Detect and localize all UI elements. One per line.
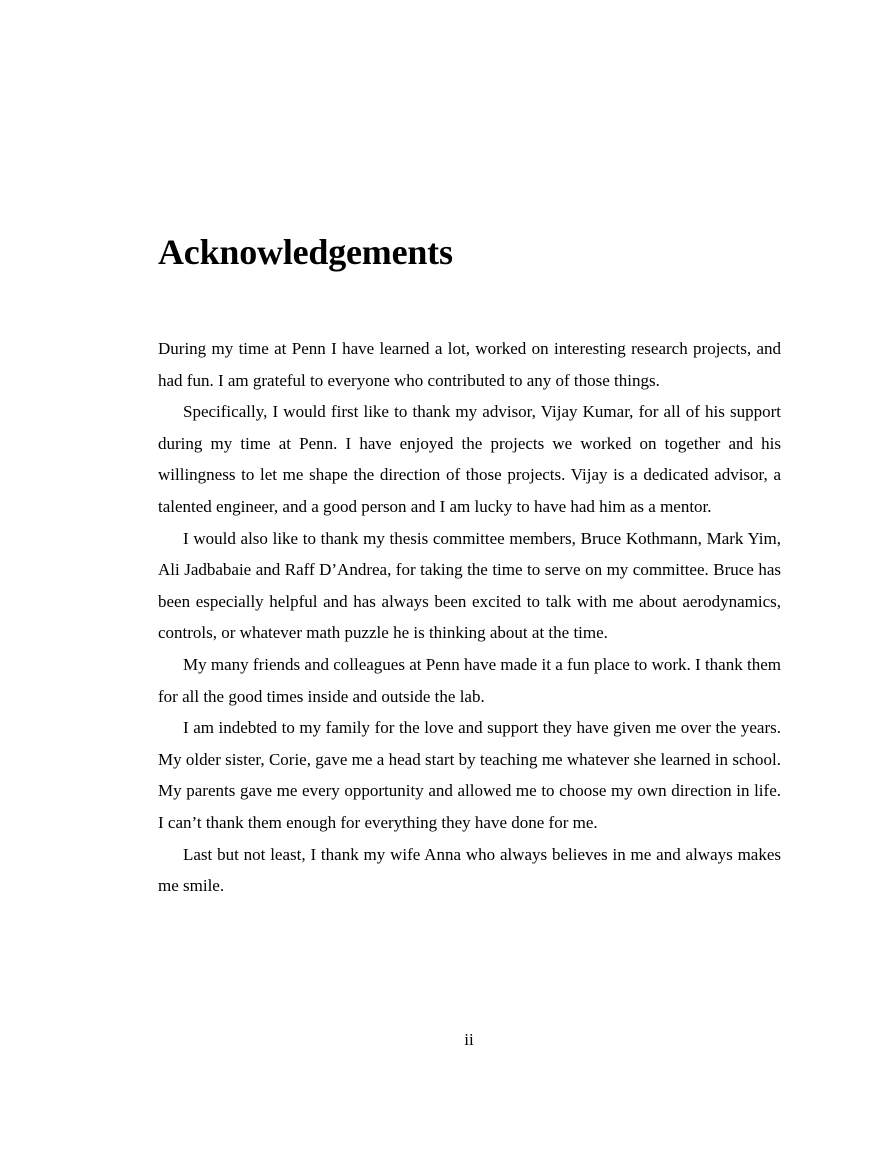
paragraph-intro: During my time at Penn I have learned a lot, worked on interesting research projects, and had fun. I am grateful to everyone who contributed to any of those things. — [158, 339, 781, 390]
paragraph-wife: Last but not least, I thank my wife Anna who always believes in me and always makes me smile. — [158, 844, 781, 896]
paragraph-advisor: Specifically, I would first like to thank my advisor, Vijay Kumar, for all of his support during my time at Penn. I have enjoyed the projects we worked on together and his willingness to let me shape the direction of those projects. Vijay is a dedicated advisor, a talented engineer, and a good person and I am lucky to have had him as a mentor. — [158, 402, 781, 516]
acknowledgements-body — [158, 333, 781, 902]
page-number: ii — [464, 1030, 474, 1049]
paragraph-family: I am indebted to my family for the love and support they have given me over the years. My older sister, Corie, gave me a head start by teaching me whatever she learned in school. My parents gave me every opportunity and allowed me to choose my own direction in life. I can’t thank them enough for everything they have done for me. — [158, 718, 781, 832]
paragraph-committee: I would also like to thank my thesis committee members, Bruce Kothmann, Mark Yim, Ali Jadbabaie and Raff D’Andrea, for taking the time to serve on my committee. Bruce has been especially helpful and has always been excited to talk with me about aerodynamics, controls, or whatever math puzzle he is thinking about at the time. — [158, 528, 781, 643]
paragraph-friends: My many friends and colleagues at Penn have made it a fun place to work. I thank them for all the good times inside and outside the lab. — [158, 654, 781, 706]
page-title: Acknowledgements — [158, 232, 453, 272]
